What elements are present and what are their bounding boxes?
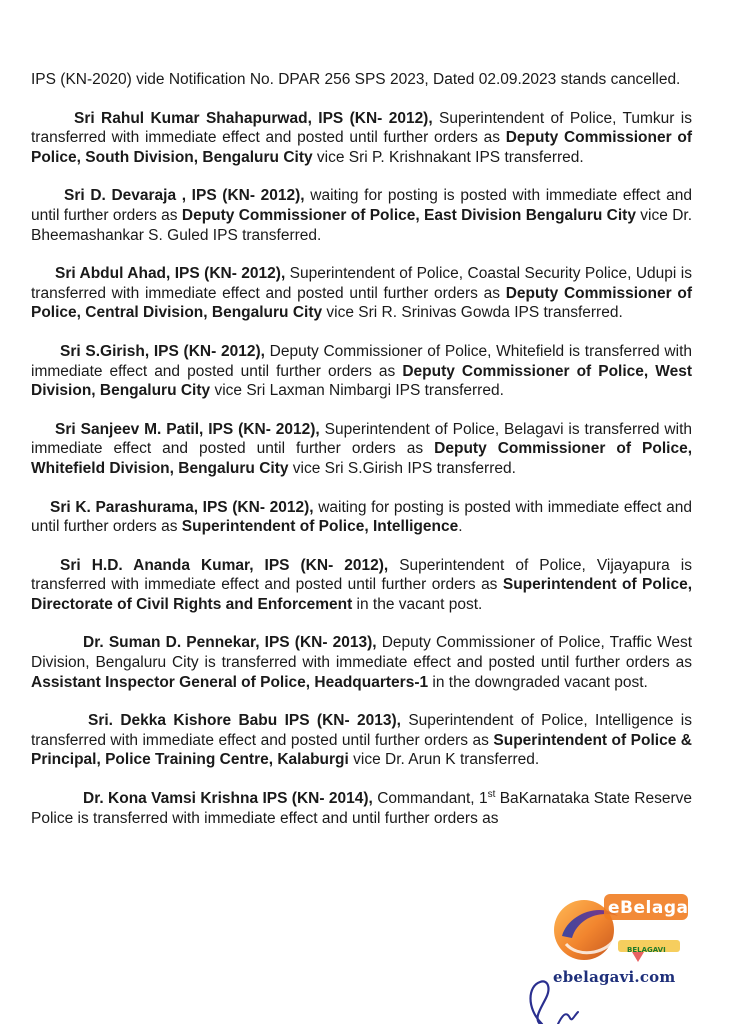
posting-title: Superintendent of Police, Intelligence bbox=[181, 518, 459, 536]
paragraph-text: vice Sri R. Srinivas Gowda IPS transferred. bbox=[322, 304, 623, 322]
paragraph-cancellation bbox=[31, 70, 692, 90]
posting-title: Deputy Commissioner of Police, East Division Bengaluru City bbox=[181, 206, 636, 224]
paragraph-text: waiting for posting is posted with immediate effect and until further orders as bbox=[31, 498, 692, 536]
officer-name: Sri H.D. Ananda Kumar, IPS (KN- 2012), bbox=[60, 556, 389, 574]
posting-title: Deputy Commissioner of Police, Whitefield Division, Bengaluru City bbox=[31, 440, 693, 477]
paragraph-girish bbox=[31, 342, 692, 401]
posting-title: Deputy Commissioner of Police, Central Division, Bengaluru City bbox=[31, 284, 692, 322]
paragraph-text: in the vacant post. bbox=[352, 595, 483, 613]
officer-name: Sri D. Devaraja , IPS (KN- 2012), bbox=[64, 187, 305, 205]
posting-title: Deputy Commissioner of Police, South Division, Bengaluru City bbox=[31, 129, 692, 166]
paragraph-text: Superintendent of Police, Vijayapura is transferred with immediate effect and posted until further orders as bbox=[31, 556, 692, 594]
posting-title: Superintendent of Police & Principal, Police Training Centre, Kalaburgi bbox=[31, 731, 693, 769]
paragraph-text: Superintendent of Police, Belagavi is transferred with immediate effect and posted until further orders as bbox=[31, 420, 692, 458]
paragraph-parashurama bbox=[31, 498, 692, 537]
paragraph-dekka-kishore-babu bbox=[31, 711, 692, 770]
officer-name: Sri. Dekka Kishore Babu IPS (KN- 2013), bbox=[88, 712, 401, 730]
paragraph-text: Superintendent of Police, Intelligence is transferred with immediate effect and posted until further orders as bbox=[31, 712, 692, 749]
logo-name-text: eBelagavi bbox=[608, 898, 707, 918]
logo-sub-text: BELAGAVI bbox=[627, 946, 666, 954]
paragraph-ananda-kumar bbox=[31, 556, 692, 615]
paragraph-text: vice Dr. Arun K transferred. bbox=[348, 751, 540, 769]
logo-site-url: ebelagavi.com bbox=[553, 968, 676, 986]
paragraph-text: Superintendent of Police, Tumkur is transferred with immediate effect and posted until further orders as bbox=[31, 109, 692, 147]
officer-name: Sri Abdul Ahad, IPS (KN- 2012), bbox=[55, 265, 286, 283]
officer-name: Dr. Kona Vamsi Krishna IPS (KN- 2014), bbox=[83, 790, 373, 808]
paragraph-text: vice Sri P. Krishnakant IPS transferred. bbox=[312, 148, 584, 166]
paragraph-shahapurwad bbox=[31, 109, 692, 168]
paragraph-text: vice Sri Laxman Nimbargi IPS transferred. bbox=[210, 382, 504, 400]
paragraph-text: Commandant, 1 bbox=[372, 790, 488, 808]
paragraph-text: Superintendent of Police, Coastal Security Police, Udupi is transferred with immediate effect and posted until further orders as bbox=[31, 265, 692, 302]
paragraph-text: . bbox=[458, 518, 463, 536]
paragraph-sanjeev-patil bbox=[31, 420, 692, 479]
paragraph-suman-pennekar bbox=[31, 633, 692, 692]
paragraph-text: IPS (KN-2020) vide Notification No. DPAR 256 SPS 2023, Dated 02.09.2023 stands cancelled. bbox=[31, 71, 681, 88]
posting-title: Deputy Commissioner of Police, West Division, Bengaluru City bbox=[31, 362, 693, 400]
paragraph-text: in the downgraded vacant post. bbox=[428, 673, 648, 691]
paragraph-kona-vamsi-krishna bbox=[31, 789, 692, 828]
officer-name: Sri Sanjeev M. Patil, IPS (KN- 2012), bbox=[55, 420, 320, 438]
paragraph-text: vice Sri S.Girish IPS transferred. bbox=[288, 459, 516, 477]
paragraph-text: Deputy Commissioner of Police, Traffic West Division, Bengaluru City is transferred with immediate effect and posted until further orders as bbox=[31, 634, 692, 672]
document-body bbox=[31, 70, 692, 847]
paragraph-abdul-ahad bbox=[31, 264, 692, 323]
paragraph-text: waiting for posting is posted with immediate effect and until further orders as bbox=[31, 187, 692, 224]
ordinal-superscript: st bbox=[487, 788, 496, 800]
officer-name: Sri K. Parashurama, IPS (KN- 2012), bbox=[50, 498, 314, 516]
paragraph-devaraja bbox=[31, 186, 692, 245]
posting-title: Superintendent of Police, Directorate of Civil Rights and Enforcement bbox=[31, 576, 692, 613]
paragraph-text: Ba bbox=[495, 790, 519, 808]
paragraph-text: vice Dr. Bheemashankar S. Guled IPS transferred. bbox=[31, 206, 693, 244]
officer-name: Dr. Suman D. Pennekar, IPS (KN- 2013), bbox=[83, 634, 377, 652]
posting-title: Assistant Inspector General of Police, Headquarters-1 bbox=[31, 673, 429, 691]
paragraph-text: Karnataka State Reserve Police is transferred with immediate effect and until further orders as bbox=[31, 790, 693, 827]
officer-name: Sri Rahul Kumar Shahapurwad, IPS (KN- 2012), bbox=[74, 109, 433, 127]
officer-name: Sri S.Girish, IPS (KN- 2012), bbox=[60, 342, 265, 360]
paragraph-text: Deputy Commissioner of Police, Whitefield is transferred with immediate effect and posted until further orders as bbox=[31, 342, 692, 380]
